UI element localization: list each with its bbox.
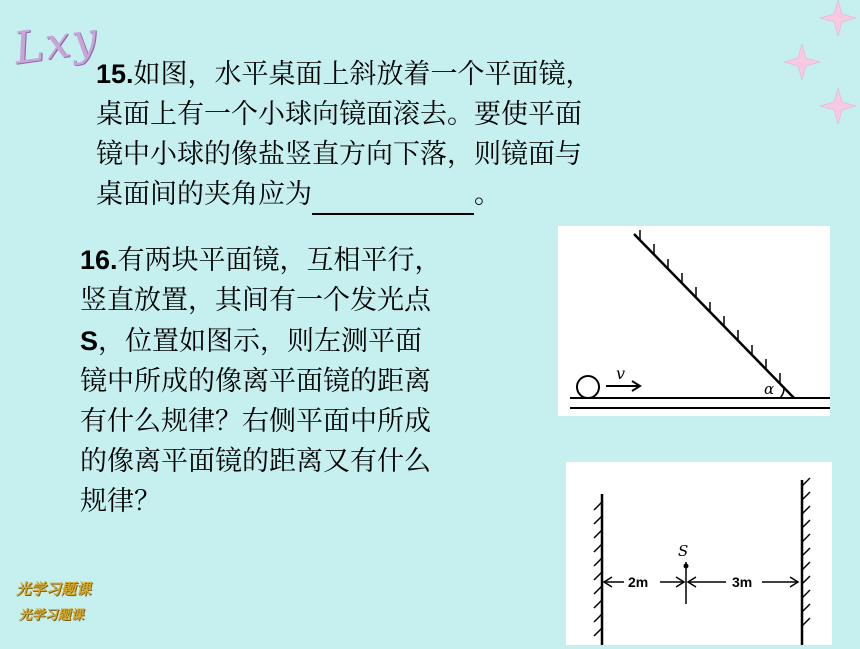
question-text: 桌面上有一个小球向镜面滚去。要使平面 <box>96 99 582 130</box>
question-text: 。 <box>474 179 501 210</box>
star-icon <box>820 88 856 124</box>
light-source-point <box>684 564 688 568</box>
question-text: 规律？ <box>80 486 161 517</box>
point-label: S <box>80 326 99 356</box>
sparkle-decoration <box>780 0 860 140</box>
course-stamp-logo <box>8 574 117 634</box>
angle-label: α <box>764 380 775 398</box>
question-number: 16. <box>80 245 118 275</box>
question-text: 竖直放置，其间有一个发光点 <box>80 285 431 316</box>
ball <box>577 376 599 398</box>
stamp-text: 光学习题课 <box>17 608 87 623</box>
question-text: 有两块平面镜，互相平行， <box>117 245 442 276</box>
question-text: 镜中所成的像离平面镜的距离 <box>80 366 431 397</box>
question-15 <box>96 54 706 215</box>
mirror-ball-figure <box>558 226 830 416</box>
question-text: 桌面间的夹角应为 <box>96 179 312 210</box>
question-text: ，位置如图示，则左测平面 <box>98 326 423 357</box>
right-distance-label: 3m <box>732 574 753 590</box>
angle-arc <box>780 388 784 398</box>
mirror-hatching <box>640 230 780 383</box>
inclined-mirror <box>634 234 794 398</box>
question-text: 有什么规律？右侧平面中所成 <box>80 406 431 437</box>
left-distance-label: 2m <box>628 574 649 590</box>
answer-blank <box>312 185 474 215</box>
question-16 <box>80 240 530 522</box>
velocity-label: v <box>616 364 626 383</box>
question-text: 的像离平面镜的距离又有什么 <box>80 446 431 477</box>
star-icon <box>784 44 820 80</box>
source-label: S <box>678 542 689 560</box>
question-text: 如图，水平桌面上斜放着一个平面镜， <box>133 59 593 90</box>
star-icon <box>820 0 856 36</box>
question-number: 15. <box>96 59 134 89</box>
parallel-mirrors-figure <box>566 462 832 645</box>
stamp-text: 光学习题课 <box>15 580 95 598</box>
question-text: 镜中小球的像盐竖直方向下落，则镜面与 <box>96 139 582 170</box>
logo: Lxy <box>10 12 103 75</box>
